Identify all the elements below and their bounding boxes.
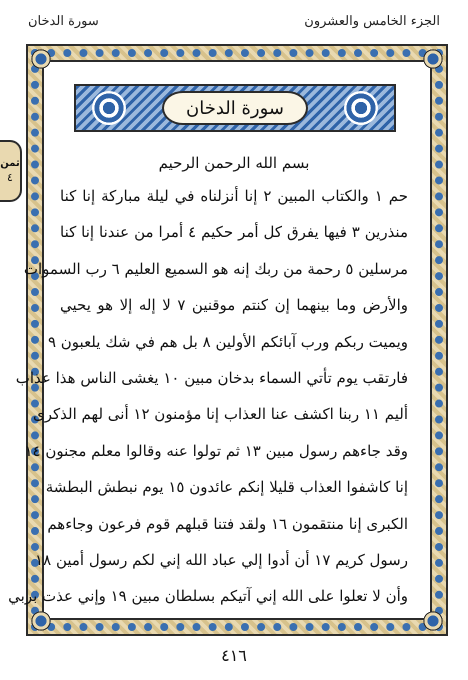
rosette-icon <box>92 91 126 125</box>
page-number: ٤١٦ <box>221 646 247 665</box>
verse-line-7: أليم ١١ ربنا اكشف عنا العذاب إنا مؤمنون ١٢ أنى لهم الذكرى <box>33 405 408 424</box>
rosette-icon <box>344 91 378 125</box>
surah-title: سورة الدخان <box>186 97 284 119</box>
verse-line-12: وأن لا تعلوا على الله إني آتيكم بسلطان مبين ١٩ وإني عذت بربي <box>8 587 408 606</box>
juz-marker <box>0 140 22 202</box>
frame-corner-ornament <box>30 48 52 70</box>
verse-line-2: منذرين ٣ فيها يفرق كل أمر حكيم ٤ أمرا من عندنا إنا كنا <box>60 223 408 242</box>
juz-marker-label: ثمن <box>0 158 20 169</box>
verse-line-9: إنا كاشفوا العذاب قليلا إنكم عائدون ١٥ يوم نبطش البطشة <box>45 478 408 497</box>
frame-corner-ornament <box>422 48 444 70</box>
verse-line-4: والأرض وما بينهما إن كنتم موقنين ٧ لا إله إلا هو يحيي <box>60 296 408 315</box>
verse-line-1: حم ١ والكتاب المبين ٢ إنا أنزلناه في ليلة مباركة إنا كنا <box>60 187 409 205</box>
header-juz-title: الجزء الخامس والعشرون <box>304 14 440 29</box>
verse-line-11: رسول كريم ١٧ أن أدوا إلي عباد الله إني لكم رسول أمين ١٨ <box>35 550 408 569</box>
surah-title-cartouche <box>162 91 308 125</box>
basmala: بسم الله الرحمن الرحيم <box>158 154 310 172</box>
verse-line-3: مرسلين ٥ رحمة من ربك إنه هو السميع العليم ٦ رب السموات <box>23 259 408 278</box>
surah-title-banner <box>74 84 396 132</box>
verse-line-10: الكبرى إنا منتقمون ١٦ ولقد فتنا قبلهم قوم فرعون وجاءهم <box>47 514 408 533</box>
verse-line-8: وقد جاءهم رسول مبين ١٣ ثم تولوا عنه وقالوا معلم مجنون ١٤ <box>24 441 408 460</box>
verse-line-5: ويميت ربكم ورب آبائكم الأولين ٨ بل هم في شك يلعبون ٩ <box>47 332 408 351</box>
header-surah-name: سورة الدخان <box>28 14 99 29</box>
frame-corner-ornament <box>422 610 444 632</box>
juz-marker-number: ٤ <box>7 171 13 184</box>
verse-line-6: فارتقب يوم تأتي السماء بدخان مبين ١٠ يغشى الناس هذا عذاب <box>15 368 408 387</box>
